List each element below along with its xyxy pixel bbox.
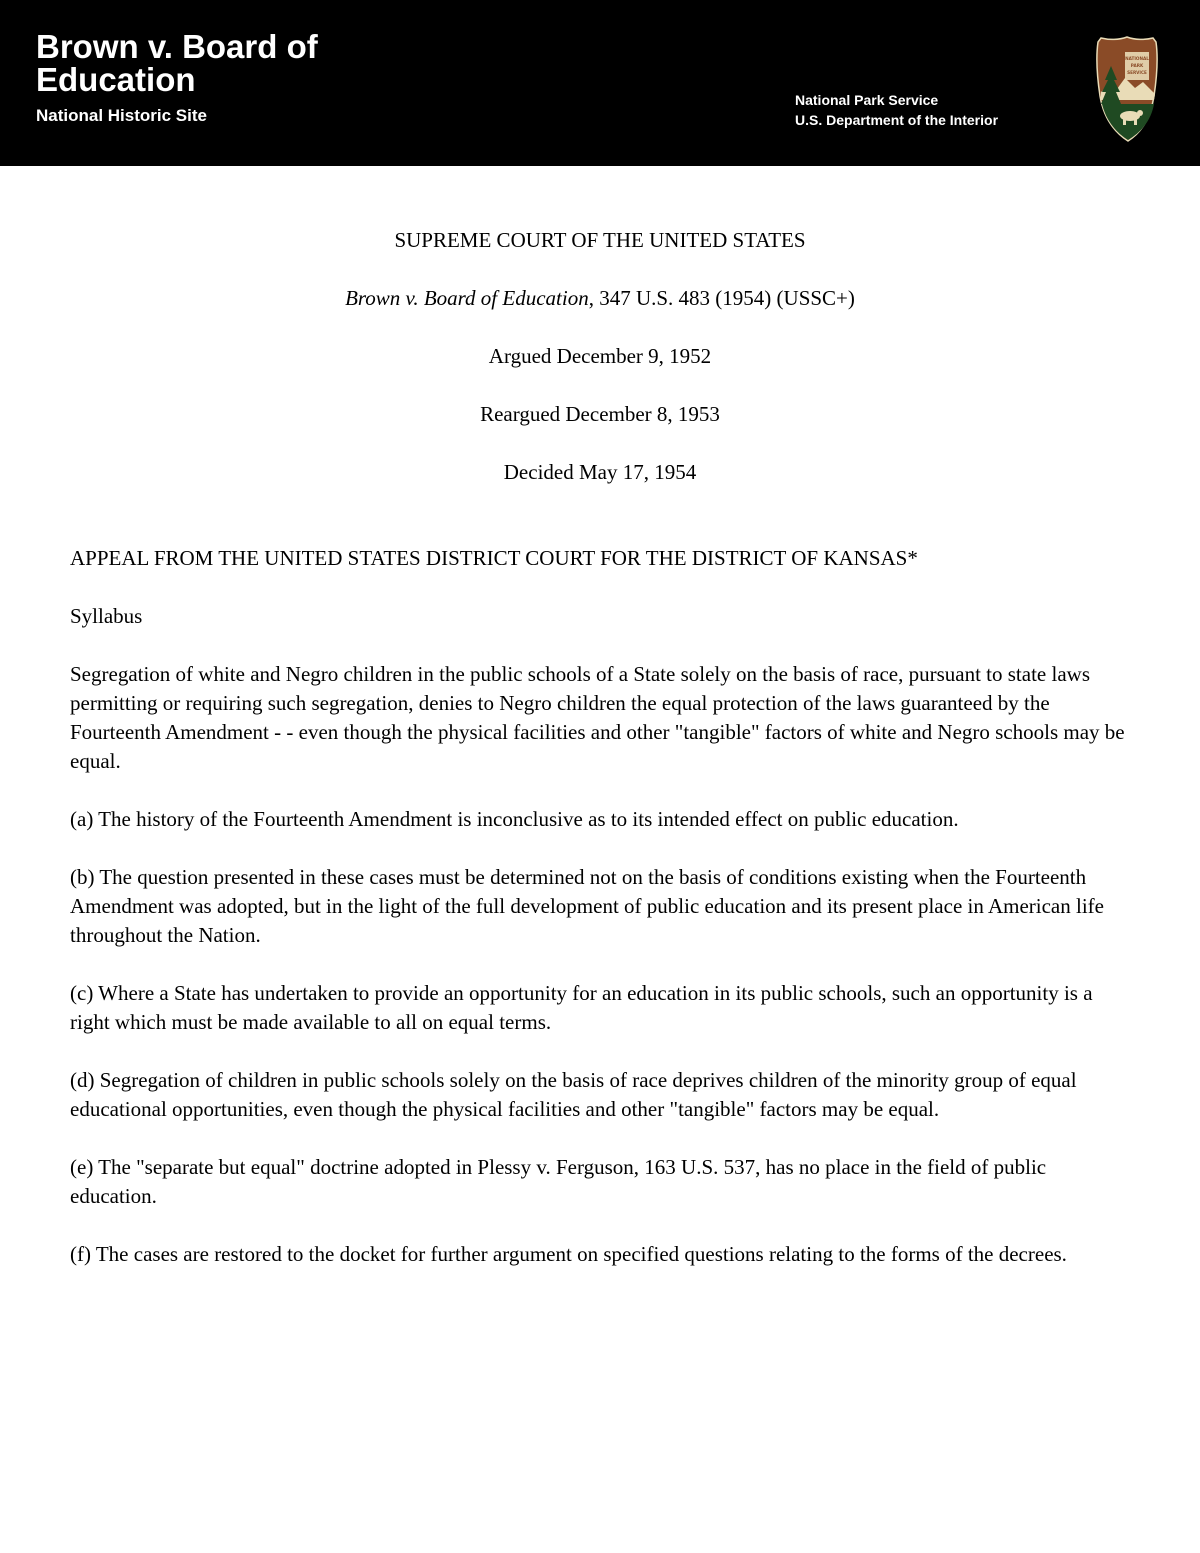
department-name: U.S. Department of the Interior [795, 112, 999, 128]
court-name: SUPREME COURT OF THE UNITED STATES [394, 228, 806, 252]
case-name: Brown v. Board of Education [345, 286, 589, 310]
svg-text:NATIONAL: NATIONAL [1125, 56, 1149, 61]
syllabus-paragraph-f: (f) The cases are restored to the docket for further argument on specified questions relating to the forms of the decrees. [70, 1242, 1067, 1266]
case-citation [70, 284, 1130, 313]
syllabus-paragraph-c: (c) Where a State has undertaken to provide an opportunity for an education in its public schools, such an opportunity is a right which must be made available to all on equal terms. [70, 981, 1093, 1034]
syllabus-paragraph-d: (d) Segregation of children in public schools solely on the basis of race deprives children of the minority group of equal educational opportunities, even though the physical facilities and other "tangible" factors may be equal. [70, 1068, 1077, 1121]
nps-arrowhead-logo-icon [1095, 36, 1159, 142]
document-body [70, 226, 1130, 1298]
decided-date: Decided May 17, 1954 [503, 460, 697, 484]
citation-text: , 347 U.S. 483 (1954) (USSC+) [588, 286, 855, 310]
argued-date: Argued December 9, 1952 [488, 344, 712, 368]
site-subtitle: National Historic Site [36, 106, 207, 125]
appeal-heading: APPEAL FROM THE UNITED STATES DISTRICT COURT FOR THE DISTRICT OF KANSAS* [70, 546, 918, 570]
page-header [0, 0, 1200, 166]
agency-name: National Park Service [795, 92, 939, 108]
syllabus-paragraph-b: (b) The question presented in these cases must be determined not on the basis of conditions existing when the Fourteenth Amendment was adopted, but in the light of the full development of public education and its present place in American life throughout the Nation. [70, 865, 1104, 947]
syllabus-heading: Syllabus [70, 604, 143, 628]
syllabus-paragraph-main: Segregation of white and Negro children in the public schools of a State solely on the basis of race, pursuant to state laws permitting or requiring such segregation, denies to Negro children the equal protection of the laws guaranteed by the Fourteenth Amendment - - even though the physical facilities and other "tangible" factors of white and Negro schools may be equal. [70, 662, 1125, 773]
svg-text:SERVICE: SERVICE [1127, 70, 1147, 75]
reargued-date: Reargued December 8, 1953 [480, 402, 720, 426]
svg-text:PARK: PARK [1130, 63, 1144, 68]
syllabus-paragraph-a: (a) The history of the Fourteenth Amendment is inconclusive as to its intended effect on public education. [70, 807, 959, 831]
agency-block [795, 90, 998, 130]
syllabus-paragraph-e: (e) The "separate but equal" doctrine adopted in Plessy v. Ferguson, 163 U.S. 537, has no place in the field of public education. [70, 1155, 1047, 1208]
site-title: Brown v. Board of Education [36, 28, 318, 98]
